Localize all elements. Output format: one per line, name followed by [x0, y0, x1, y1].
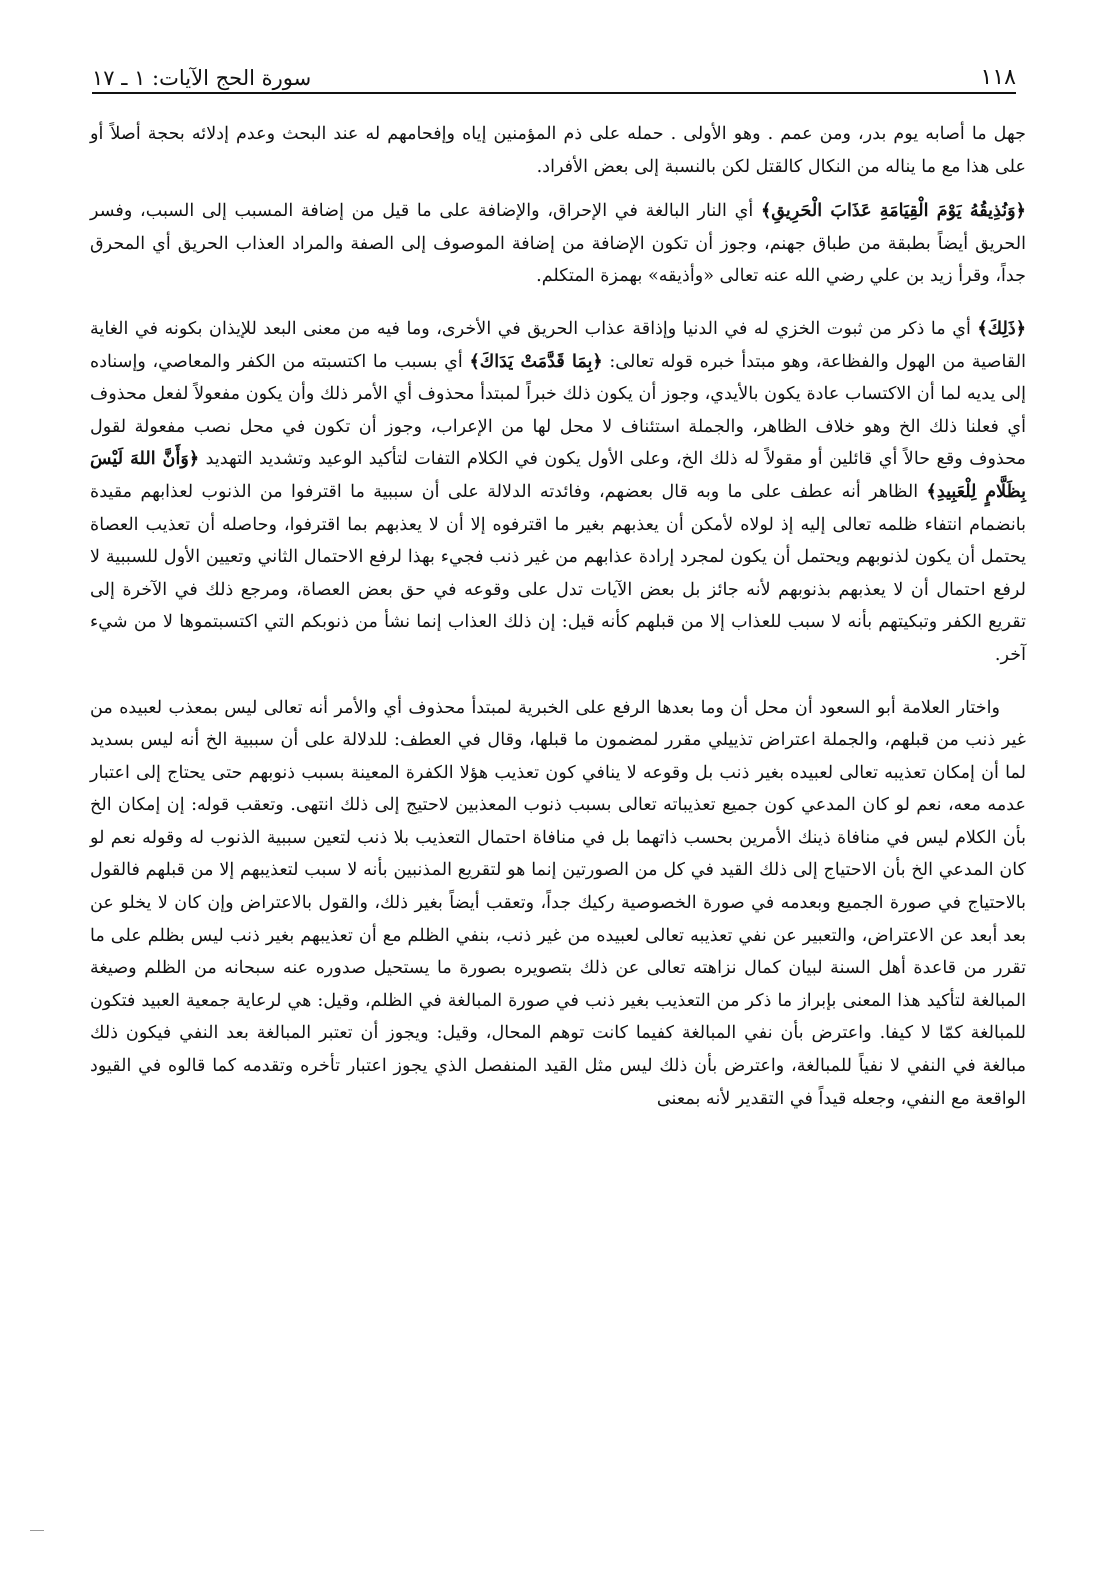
- paragraph-text: أي بسبب ما اكتسبته من الكفر والمعاصي، وإسناده إلى يديه لما أن الاكتساب عادة يكون بالأيدي، وجوز أن يكون ذلك خبراً لمبتدأ محذوف أي الأمر ذلك وأن يكون مفعولاً لفعل محذوف أي فعلنا ذلك الخ وهو خلاف الظاهر، والجملة استئناف لا محل لها من الإعراب، وجوز أن تكون في محل نصب مفعولة لقول محذوف وقع حالاً أي قائلين أو مقولاً له ذلك الخ، وعلى الأول يكون في الكلام التفات لتأكيد الوعيد وتشديد التهديد: [90, 351, 1026, 470]
- page-body: [90, 118, 1026, 1115]
- quran-verse: ﴿بِمَا قَدَّمَتْ يَدَاكَ﴾: [469, 350, 603, 372]
- quran-verse: ﴿وَنُذِيقُهُ يَوْمَ الْقِيَامَةِ عَذَابَ الْحَرِيقِ﴾: [760, 200, 1026, 222]
- paragraph-1: [90, 118, 1026, 183]
- paragraph-2: [90, 195, 1026, 293]
- paragraph-4: [90, 692, 1026, 1116]
- page-header: [92, 58, 1016, 94]
- running-title: سورة الحج الآيات: ١ ـ ١٧: [92, 66, 312, 90]
- paragraph-text: واختار العلامة أبو السعود أن محل أن وما بعدها الرفع على الخبرية لمبتدأ محذوف أي والأمر أنه تعالى ليس بمعذب لعبيده من غير ذنب من قبلهم، والجملة اعتراض تذييلي مقرر لمضمون ما قبلها، وقال في العطف: للدلالة على أن سببية الخ أنه ليس بسديد لما أن إمكان تعذيبه تعالى لعبيده بغير ذنب بل وقوعه لا ينافي كون تعذيب هؤلا الكفرة المعينة بسبب ذنوبهم حتى يحتاج إلى اعتبار عدمه معه، نعم لو كان المدعي كون جميع تعذيباته تعالى بسبب ذنوب المعذبين لاحتيج إلى ذلك انتهى. وتعقب قوله: إن إمكان الخ بأن الكلام ليس في منافاة ذينك الأمرين بحسب ذاتهما بل في منافاة احتمال التعذيب بلا ذنب لتعين سببية الذنوب له وقوله نعم لو كان المدعي الخ بأن الاحتياج إلى ذلك القيد في كل من الصورتين إنما هو لتقريع المذنبين بأنه لا سبب لتعذيبهم إلا من قبلهم فالقول بالاحتياج في صورة الجميع وبعدمه في صورة الخصوصية ركيك جداً، وتعقب أيضاً بغير ذلك، والقول بالاعتراض وإن كان لا يخلو عن بعد أبعد عن الاعتراض، والتعبير عن نفي تعذيبه تعالى لعبيده من غير ذنب، بنفي الظلم مع أن تعذيبهم بغير ذنب ليس بظلم على ما تقرر من قاعدة أهل السنة لبيان كمال نزاهته تعالى عن ذلك بتصويره بصورة ما يستحيل صدوره عنه سبحانه من الظلم وصيغة المبالغة لتأكيد هذا المعنى بإبراز ما ذكر من التعذيب بغير ذنب في صورة المبالغة في الظلم، وقيل: هي لرعاية جمعية العبيد فتكون للمبالغة كمّا لا كيفا. واعترض بأن نفي المبالغة كفيما كانت توهم المحال، وقيل: ويجوز أن تعتبر المبالغة بعد النفي فيكون ذلك مبالغة في النفي لا نفياً للمبالغة، واعترض بأن ذلك ليس مثل القيد المنفصل الذي يجوز اعتبار تأخره وتقدمه كما قالوه في القيود الواقعة مع النفي، وجعله قيداً في التقدير لأنه بمعنى: [90, 697, 1026, 1109]
- quran-verse: ﴿وَأَنَّ اللهَ لَيْسَ بِظَلَّامٍ لِلْعَبِيدِ﴾: [90, 448, 1026, 502]
- paragraph-text: أي ما ذكر من ثبوت الخزي له في الدنيا وإذاقة عذاب الحريق في الأخرى، وما فيه من معنى البعد للإيذان بكونه في الغاية القاصية من الهول والفظاعة، وهو مبتدأ خبره قوله تعالى:: [90, 318, 1026, 372]
- paragraph-text: الظاهر أنه عطف على ما وبه قال بعضهم، وفائدته الدلالة على أن سببية ما اقترفوا من الذنوب لعذابهم مقيدة بانضمام انتفاء ظلمه تعالى إليه إذ لولاه لأمكن أن يعذبهم بغير ما اقترفوه إلا أن لا يعذبهم بما اقترفوا، وحاصله أن تعذيب العصاة يحتمل أن يكون لذنوبهم ويحتمل أن يكون لمجرد إرادة عذابهم من غير ذنب فجيء بهذا لرفع الاحتمال الثاني وتعيين الأول للسببية لا لرفع احتمال أن لا يعذبهم بذنوبهم لأنه جائز بل بعض الآيات تدل على وقوعه في حق بعض العصاة، ومرجع ذلك في الآخرة إلى تقريع الكفر وتبكيتهم بأنه لا سبب للعذاب إلا من قبلهم كأنه قيل: إن ذلك العذاب إنما نشأ من ذنوبكم التي اكتسبتموها لا من شيء آخر.: [90, 481, 1026, 665]
- quran-verse: ﴿ذَلِكَ﴾: [977, 317, 1026, 339]
- paragraph-text: أي النار البالغة في الإحراق، والإضافة على ما قيل من إضافة المسبب إلى السبب، وفسر الحريق أيضاً بطبقة من طباق جهنم، وجوز أن تكون الإضافة من إضافة الموصوف إلى الصفة والمراد العذاب الحريق أي المحرق جداً، وقرأ زيد بن علي رضي الله عنه تعالى «وأذيقه» بهمزة المتكلم.: [90, 201, 1026, 287]
- page-number: ١١٨: [980, 65, 1016, 90]
- paragraph-3: [90, 313, 1026, 672]
- paragraph-text: جهل ما أصابه يوم بدر، ومن عمم . وهو الأولى . حمله على ذم المؤمنين إياه وإفحامهم له عند البحث وعدم إدلائه بحجة أصلاً أو على هذا مع ما يناله من النكال كالقتل لكن بالنسبة إلى بعض الأفراد.: [90, 124, 1026, 177]
- scan-mark: [30, 1530, 44, 1531]
